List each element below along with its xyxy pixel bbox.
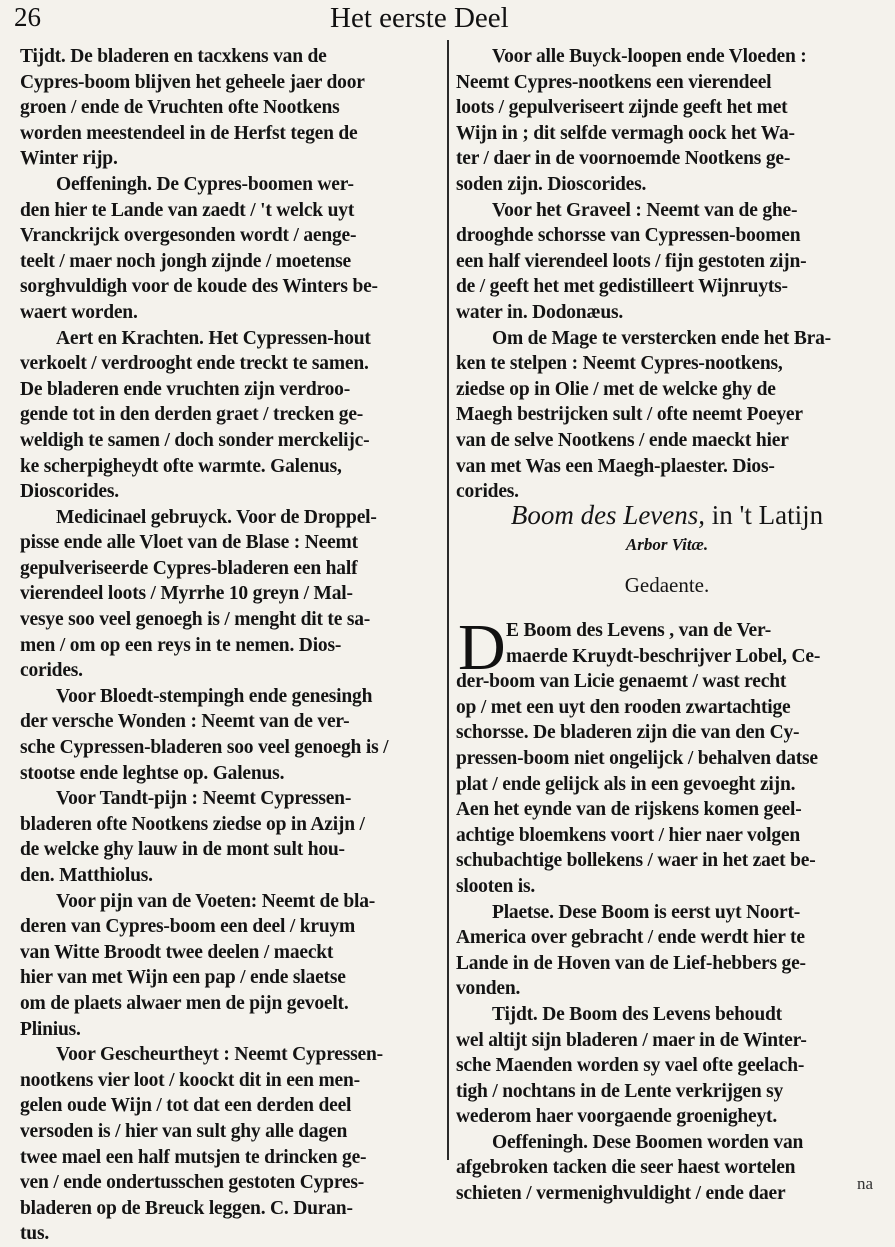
- text-line: gende tot in den derden graet / trecken ge-: [20, 404, 364, 426]
- text-line: Voor alle Buyck-loopen ende Vloeden :: [492, 46, 807, 67]
- text-line: America over gebracht / ende werdt hier te: [456, 927, 805, 949]
- section-title-plain: in 't Latijn: [705, 500, 824, 530]
- text-line: den hier te Lande van zaedt / 't welck uyt: [20, 199, 355, 221]
- text-line: achtige bloemkens voort / hier naer volgen: [456, 824, 801, 846]
- text-line: ziedse op in Olie / met de welcke ghy de: [456, 378, 776, 400]
- text-line: Om de Mage te verstercken ende het Bra-: [492, 327, 831, 349]
- text-line: loots / gepulveriseert zijnde geeft het met: [456, 97, 788, 119]
- text-line: een half vierendeel loots / fijn gestoten zijn-: [456, 250, 807, 272]
- column-divider: [447, 40, 449, 1160]
- text-line: Wijn in ; dit selfde vermagh oock het Wa-: [456, 122, 795, 144]
- text-line: Oeffeningh. De Cypres-boomen wer-: [56, 173, 354, 195]
- text-line: vonden.: [456, 978, 521, 1000]
- text-line: van met Was een Maegh-plaester. Dios-: [456, 455, 775, 477]
- text-line: Aen het eynde van de rijskens komen geel-: [456, 799, 802, 821]
- text-line: gepulveriseerde Cypres-bladeren een half: [20, 557, 358, 579]
- page-header: [0, 0, 895, 40]
- text-line: Aert en Krachten. Het Cypressen-hout: [56, 327, 371, 349]
- text-line: Lande in de Hoven van de Lief-hebbers ge-: [456, 952, 806, 974]
- text-line: Voor pijn van de Voeten: Neemt de bla-: [56, 890, 376, 912]
- text-line: Maegh bestrijcken sult / ofte neemt Poeyer: [456, 404, 803, 426]
- left-column: [20, 44, 440, 1247]
- text-line: bladeren ofte Nootkens ziedse op in Azijn /: [20, 813, 365, 835]
- text-line: bladeren op de Breuck leggen. C. Duran-: [20, 1197, 353, 1219]
- text-line: verkoelt / verdrooght ende treckt te samen.: [20, 353, 369, 375]
- text-line: Plinius.: [20, 1018, 81, 1040]
- text-line: Oeffeningh. Dese Boomen worden van: [492, 1131, 804, 1153]
- text-line: Dioscorides.: [20, 481, 119, 503]
- catchword: na: [856, 1174, 873, 1193]
- text-line: groen / ende de Vruchten ofte Nootkens: [20, 97, 340, 119]
- text-line: worden meestendeel in de Herfst tegen de: [20, 122, 358, 144]
- section-title: [456, 498, 878, 532]
- text-line: stootse ende leghtse op. Galenus.: [20, 762, 285, 784]
- text-line: op / met een uyt den rooden zwartachtige: [456, 696, 791, 718]
- text-line: E Boom des Levens , van de Ver-: [506, 620, 772, 641]
- text-line: Neemt Cypres-nootkens een vierendeel: [456, 71, 772, 93]
- text-line: Voor Gescheurtheyt : Neemt Cypressen-: [56, 1044, 383, 1066]
- text-line: twee mael een half mutsjen te drincken ge-: [20, 1146, 367, 1168]
- text-line: vesye soo veel genoegh is / menght dit te sa-: [20, 609, 371, 631]
- section-title-italic: Boom des Levens,: [510, 500, 706, 530]
- text-line: corides.: [20, 660, 83, 682]
- text-line: vierendeel loots / Myrrhe 10 greyn / Mal-: [20, 583, 353, 605]
- section-subtitle: Arbor Vitæ.: [625, 535, 709, 554]
- text-line: pressen-boom niet ongelijck / behalven datse: [456, 747, 818, 769]
- text-line: de welcke ghy lauw in de mont sult hou-: [20, 839, 345, 861]
- text-line: ken te stelpen : Neemt Cypres-nootkens,: [456, 353, 783, 375]
- text-line: sorghvuldigh voor de koude des Winters be-: [20, 276, 378, 298]
- text-line: der-boom van Licie genaemt / wast recht: [456, 671, 787, 693]
- text-line: schubachtige bollekens / waer in het zaet be-: [456, 850, 816, 872]
- text-line: ke scherpigheydt ofte warmte. Galenus,: [20, 455, 342, 477]
- text-line: water in. Dodonæus.: [456, 301, 624, 323]
- text-line: Winter rijp.: [20, 148, 118, 170]
- text-line: gelen oude Wijn / tot dat een derden deel: [20, 1095, 352, 1117]
- text-line: ter / daer in de voornoemde Nootkens ge-: [456, 148, 791, 170]
- text-line: plat / ende gelijck als in een gevoeght zijn.: [456, 773, 796, 795]
- text-line: soden zijn. Dioscorides.: [456, 173, 647, 195]
- text-line: nootkens vier loot / koockt dit in een men-: [20, 1069, 360, 1091]
- text-line: maerde Kruydt-beschrijver Lobel, Ce-: [506, 645, 821, 667]
- text-line: schieten / vermenighvuldight / ende daer: [456, 1183, 786, 1205]
- text-line: Plaetse. Dese Boom is eerst uyt Noort-: [492, 901, 801, 923]
- text-line: Medicinael gebruyck. Voor de Droppel-: [56, 506, 377, 528]
- text-line: van Witte Broodt twee deelen / maeckt: [20, 941, 334, 963]
- right-column-top: [456, 44, 878, 505]
- text-line: drooghde schorsse van Cypressen-boomen: [456, 225, 801, 247]
- page-number: 26: [14, 2, 41, 32]
- text-line: sche Cypressen-bladeren soo veel genoegh is /: [20, 737, 389, 759]
- text-line: Cypres-boom blijven het geheele jaer door: [20, 71, 365, 93]
- text-line: wel altijt sijn bladeren / maer in de Winter-: [456, 1029, 807, 1051]
- text-line: Vranckrijck overgesonden wordt / aenge-: [20, 225, 357, 247]
- text-line: pisse ende alle Vloet van de Blase : Neemt: [20, 532, 358, 554]
- right-column-bottom: [456, 611, 878, 1207]
- text-line: Voor Bloedt-stempingh ende genesingh: [56, 685, 373, 707]
- text-line: van de selve Nootkens / ende maeckt hier: [456, 429, 789, 451]
- text-line: Voor Tandt-pijn : Neemt Cypressen-: [56, 788, 352, 810]
- text-line: Tijdt. De Boom des Levens behoudt: [492, 1003, 782, 1025]
- text-line: tus.: [20, 1223, 50, 1245]
- drop-cap: D: [458, 611, 506, 684]
- text-line: men / om op een reys in te nemen. Dios-: [20, 634, 342, 656]
- text-line: de / geeft het met gedistilleert Wijnruyts-: [456, 276, 788, 298]
- text-line: versoden is / hier van sult ghy alle dagen: [20, 1120, 348, 1142]
- text-line: hier van met Wijn een pap / ende slaetse: [20, 967, 346, 989]
- text-line: teelt / maer noch jongh zijnde / moetense: [20, 250, 352, 272]
- text-line: der versche Wonden : Neemt van de ver-: [20, 711, 350, 733]
- text-line: corides.: [456, 481, 519, 503]
- text-line: wederom haer voorgaende groenigheyt.: [456, 1106, 778, 1128]
- text-line: schorsse. De bladeren zijn die van den Cy-: [456, 722, 800, 744]
- text-line: waert worden.: [20, 301, 138, 323]
- text-line: afgebroken tacken die seer haest wortelen: [456, 1157, 796, 1179]
- text-line: De bladeren ende vruchten zijn verdroo-: [20, 378, 350, 400]
- section-heading: Gedaente.: [624, 573, 710, 597]
- text-line: Tijdt. De bladeren en tacxkens van de: [20, 46, 327, 67]
- text-line: weldigh te samen / doch sonder merckelijc-: [20, 429, 370, 451]
- text-line: sche Maenden worden sy vael ofte geelach-: [456, 1055, 805, 1077]
- text-line: slooten is.: [456, 875, 536, 897]
- text-line: Voor het Graveel : Neemt van de ghe-: [492, 199, 798, 221]
- text-line: ven / ende ondertusschen gestoten Cypres-: [20, 1172, 365, 1194]
- text-line: den. Matthiolus.: [20, 865, 153, 886]
- running-title: Het eerste Deel: [330, 2, 509, 34]
- text-line: deren van Cypres-boom een deel / kruym: [20, 916, 356, 938]
- text-line: tigh / nochtans in de Lente verkrijgen sy: [456, 1080, 784, 1102]
- text-line: om de plaets alwaer men de pijn gevoelt.: [20, 992, 349, 1014]
